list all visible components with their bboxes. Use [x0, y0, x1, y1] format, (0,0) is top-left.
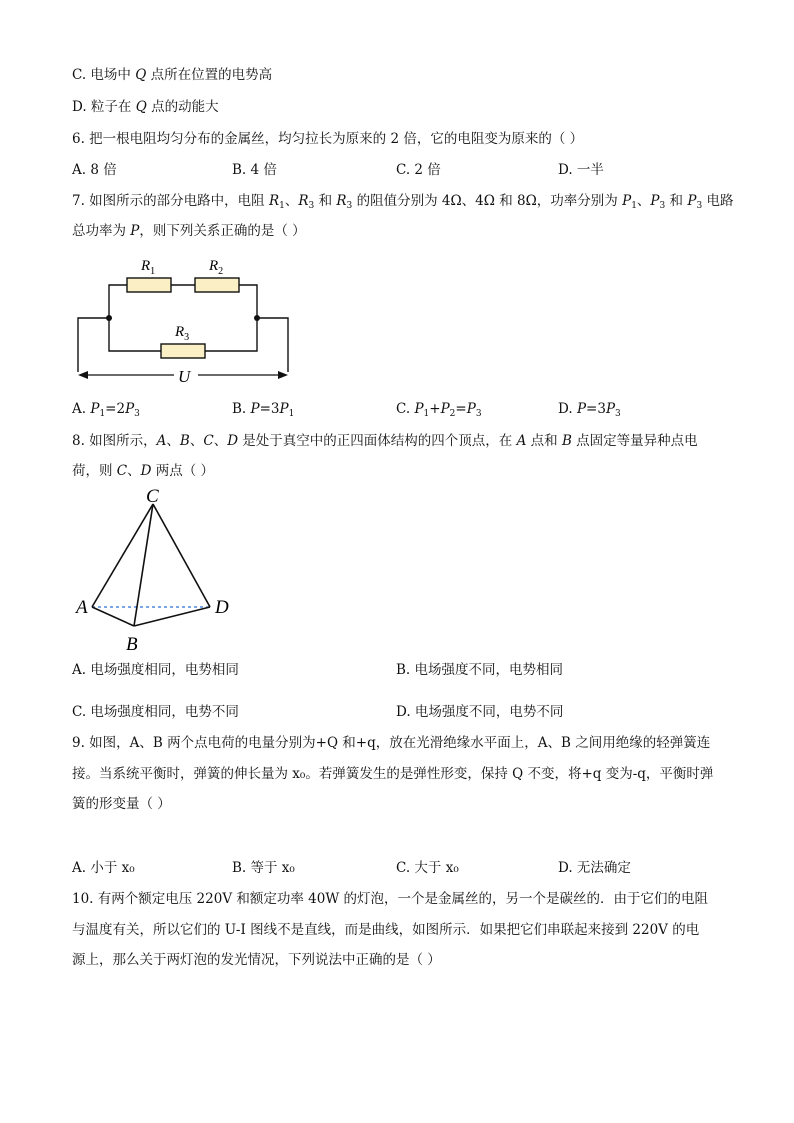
circuit-diagram	[70, 250, 300, 390]
q7-sub: 3	[615, 409, 621, 419]
q7-sub: 3	[696, 201, 703, 211]
edge-cb	[134, 504, 153, 626]
q8-text: 、	[127, 463, 141, 479]
wire-bottom-right	[205, 318, 257, 351]
q8-text: 点固定等量异种点电	[571, 433, 698, 449]
q8-text: 8. 如图所示，	[72, 433, 157, 449]
q8-text: 、	[189, 433, 204, 449]
q7-var-p: P	[440, 401, 450, 417]
q7-text: +	[429, 401, 441, 417]
q7-var-p: P	[130, 223, 140, 239]
q7-option-b	[232, 400, 294, 418]
q5-option-c	[72, 66, 272, 84]
q7-var-p: P	[605, 401, 616, 417]
q7-sub: 3	[475, 409, 482, 419]
q7-sub: 2	[449, 409, 456, 419]
q9-option-d: D. 无法确定	[558, 860, 631, 876]
q7-text: =	[455, 401, 467, 417]
q8-text: 荷，则	[72, 463, 117, 479]
voltage-arrow-right-head	[278, 371, 288, 379]
q10-stem-line1: 10. 有两个额定电压 220V 和额定功率 40W 的灯泡，一个是金属丝的，另一个是碳丝的．由于它们的电阻	[72, 891, 708, 907]
wire-bottom-left	[109, 318, 161, 351]
q7-option-d	[558, 400, 621, 418]
q8-var: C	[203, 433, 214, 449]
q8-var: A	[156, 433, 167, 449]
q7-text: =3	[259, 401, 280, 417]
q7-text: 的阻值分别为 4Ω、4Ω 和 8Ω，功率分别为	[352, 193, 623, 209]
wire-top-right	[239, 285, 257, 318]
q7-var-p: P	[576, 401, 587, 417]
q7-option-c-label: C.	[396, 401, 415, 417]
resistor-r1	[127, 278, 171, 292]
q6-option-c: C. 2 倍	[396, 162, 441, 178]
q7-text: 和	[314, 193, 337, 209]
edge-ab	[92, 607, 134, 626]
q5-option-c-text: C. 电场中	[72, 67, 136, 83]
label-r3: $R_3$	[175, 324, 190, 343]
edge-cd	[153, 504, 210, 607]
q7-text: =2	[105, 401, 126, 417]
q7-stem-line1	[72, 192, 733, 210]
q8-text: 点和	[526, 433, 562, 449]
q8-var: B	[179, 433, 190, 449]
q7-option-b-label: B.	[232, 401, 251, 417]
q7-sub: 3	[346, 201, 353, 211]
q6-option-d: D. 一半	[558, 162, 604, 178]
q10-stem-line2: 与温度有关，所以它们的 U-I 图线不是直线，而是曲线，如图所示．如果把它们串联起来接到 220V 的电	[72, 922, 700, 938]
q5-option-d-suffix: 点的动能大	[146, 99, 219, 115]
q6-option-b: B. 4 倍	[232, 162, 277, 178]
q8-option-a: A. 电场强度相同，电势相同	[72, 662, 239, 678]
q6-option-a: A. 8 倍	[72, 162, 117, 178]
q8-var: D	[227, 433, 239, 449]
q7-text: 电路	[702, 193, 734, 209]
q9-stem-line3: 簧的形变量（ ）	[72, 796, 171, 812]
q7-option-a	[72, 400, 140, 418]
vertex-a-label: A	[76, 597, 88, 618]
terminal-right-lead	[257, 318, 288, 372]
edge-bd	[134, 607, 210, 626]
q7-var-p: P	[622, 193, 632, 209]
voltage-arrow-left-head	[78, 371, 88, 379]
q9-option-c: C. 大于 x₀	[396, 860, 459, 876]
q7-var-p: P	[650, 193, 660, 209]
label-r2: $R_2$	[209, 258, 224, 277]
q5-option-d-text: D. 粒子在	[72, 99, 136, 115]
q7-var-p: P	[250, 401, 260, 417]
edge-ca	[92, 504, 153, 607]
q7-stem-line2	[72, 222, 306, 240]
vertex-b-label: B	[126, 634, 138, 655]
q7-var-p: P	[466, 401, 476, 417]
junction-right	[254, 315, 260, 321]
vertex-d-label: D	[215, 597, 229, 618]
q7-sub: 1	[279, 201, 285, 211]
resistor-r3	[161, 344, 205, 358]
q5-option-d-var: Q	[135, 99, 147, 115]
q8-option-d: D. 电场强度不同，电势不同	[396, 704, 564, 720]
q8-var: A	[516, 433, 527, 449]
q5-option-c-suffix: 点所在位置的电势高	[146, 67, 273, 83]
q9-stem-line2: 接。当系统平衡时，弹簧的伸长量为 x₀。若弹簧发生的是弹性形变，保持 Q 不变，将+q 变为-q，平衡时弹	[72, 766, 714, 782]
terminal-left-lead	[78, 318, 109, 372]
q8-text: 、	[166, 433, 180, 449]
q8-var: B	[561, 433, 572, 449]
q8-text: 两点（ ）	[151, 463, 215, 479]
tetrahedron-diagram	[70, 484, 240, 656]
q7-var-r: R	[268, 193, 280, 209]
q8-text: 、	[213, 433, 228, 449]
q9-stem-line1: 9. 如图，A、B 两个点电荷的电量分别为+Q 和+q，放在光滑绝缘水平面上，A、B 之间用绝缘的轻弹簧连	[72, 735, 711, 751]
label-u: U	[178, 367, 191, 386]
q7-option-c	[396, 400, 482, 418]
q7-var-p: P	[414, 401, 424, 417]
q7-var-p: P	[687, 193, 697, 209]
label-r1: $R_1$	[141, 258, 156, 277]
q9-option-a: A. 小于 x₀	[72, 860, 135, 876]
q7-sub: 3	[659, 201, 666, 211]
q8-option-c: C. 电场强度相同，电势不同	[72, 704, 239, 720]
q8-option-b: B. 电场强度不同，电势相同	[396, 662, 564, 678]
q7-var-r: R	[298, 193, 309, 209]
q7-text: ，则下列关系正确的是（ ）	[139, 223, 306, 239]
q7-text: 、	[636, 193, 651, 209]
q7-option-a-label: A.	[72, 401, 91, 417]
q7-text: 、	[284, 193, 299, 209]
q7-option-d-label: D.	[558, 401, 577, 417]
q8-var: D	[140, 463, 152, 479]
q7-var-p: P	[279, 401, 289, 417]
q7-sub: 1	[631, 201, 637, 211]
q7-sub: 3	[308, 201, 315, 211]
q7-text: =3	[586, 401, 606, 417]
q7-text: 总功率为	[72, 223, 131, 239]
q7-text: 和	[665, 193, 688, 209]
q8-stem-line2	[72, 462, 214, 480]
q7-var-r: R	[336, 193, 347, 209]
junction-left	[106, 315, 112, 321]
q7-sub: 1	[288, 409, 295, 419]
resistor-r2	[195, 278, 239, 292]
q8-var: C	[116, 463, 128, 479]
q5-option-c-var: Q	[135, 67, 147, 83]
q7-var-p: P	[90, 401, 100, 417]
q9-option-b: B. 等于 x₀	[232, 860, 295, 876]
q5-option-d	[72, 98, 219, 116]
q10-stem-line3: 源上，那么关于两灯泡的发光情况，下列说法中正确的是（ ）	[72, 952, 441, 968]
q7-sub: 3	[134, 409, 140, 419]
q7-var-p: P	[125, 401, 135, 417]
q7-sub: 1	[99, 409, 106, 419]
q6-stem: 6. 把一根电阻均匀分布的金属丝，均匀拉长为原来的 2 倍，它的电阻变为原来的（ ）	[72, 131, 584, 147]
vertex-c-label: C	[146, 486, 159, 507]
q8-text: 是处于真空中的正四面体结构的四个顶点，在	[238, 433, 517, 449]
q7-text: 7. 如图所示的部分电路中，电阻	[72, 193, 269, 209]
wire-top-left	[109, 285, 127, 318]
q7-sub: 1	[423, 409, 430, 419]
q8-stem-line1	[72, 432, 698, 450]
